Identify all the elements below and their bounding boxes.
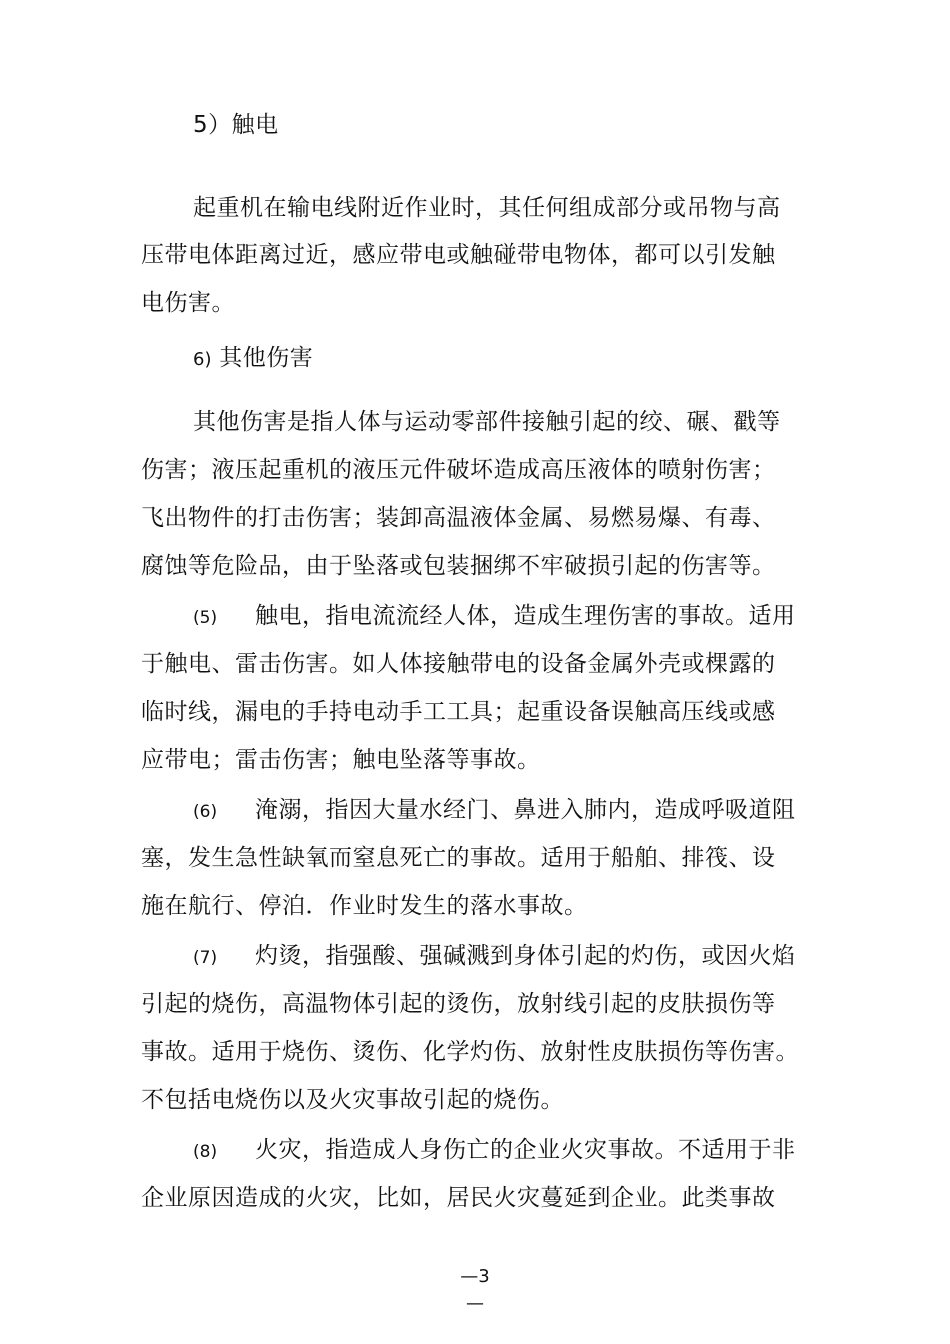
paragraph-line: 伤害；液压起重机的液压元件破坏造成高压液体的喷射伤害； <box>141 457 776 483</box>
section-6-number: 6) <box>193 349 212 370</box>
paragraph-line: 起重机在输电线附近作业时，其任何组成部分或吊物与高 <box>193 195 781 221</box>
list-item-first-line <box>193 941 796 973</box>
page-number: —3 <box>460 1266 490 1287</box>
list-item-number: (5) <box>193 608 218 628</box>
list-item-number: (6) <box>193 802 218 822</box>
list-item-text: 淹溺，指因大量水经门、鼻进入肺内，造成呼吸道阻 <box>255 797 796 823</box>
section-6-heading <box>193 343 313 375</box>
list-item-text: 触电，指电流流经人体，造成生理伤害的事故。适用 <box>255 603 796 629</box>
paragraph-line: 企业原因造成的火灾，比如，居民火灾蔓延到企业。此类事故 <box>141 1185 776 1211</box>
section-5-heading: 5）触电 <box>193 112 279 138</box>
section-6-title: 其他伤害 <box>219 345 314 371</box>
list-item-number: (7) <box>193 948 218 968</box>
list-item-first-line <box>193 601 796 633</box>
paragraph-line: 其他伤害是指人体与运动零部件接触引起的绞、碾、戳等 <box>193 409 781 435</box>
paragraph-line: 临时线，漏电的手持电动手工工具；起重设备误触高压线或感 <box>141 699 776 725</box>
paragraph-line: 不包括电烧伤以及火灾事故引起的烧伤。 <box>141 1087 564 1113</box>
paragraph-line: 应带电；雷击伤害；触电坠落等事故。 <box>141 747 541 773</box>
paragraph-line: 塞，发生急性缺氧而窒息死亡的事故。适用于船舶、排筏、设 <box>141 845 776 871</box>
list-item-first-line <box>193 1135 796 1167</box>
list-item-text: 火灾，指造成人身伤亡的企业火灾事故。不适用于非 <box>255 1137 796 1163</box>
list-item-number: (8) <box>193 1142 218 1162</box>
paragraph-line: 压带电体距离过近，感应带电或触碰带电物体，都可以引发触 <box>141 242 776 268</box>
list-item-first-line <box>193 795 796 827</box>
paragraph-line: 事故。适用于烧伤、烫伤、化学灼伤、放射性皮肤损伤等伤害。 <box>141 1039 799 1065</box>
paragraph-line: 电伤害。 <box>141 290 235 316</box>
paragraph-line: 于触电、雷击伤害。如人体接触带电的设备金属外壳或棵露的 <box>141 651 776 677</box>
paragraph-line: 施在航行、停泊．作业时发生的落水事故。 <box>141 893 588 919</box>
paragraph-line: 飞出物件的打击伤害；装卸高温液体金属、易燃易爆、有毒、 <box>141 505 776 531</box>
paragraph-line: 腐蚀等危险品，由于坠落或包装捆绑不牢破损引起的伤害等。 <box>141 553 776 579</box>
paragraph-line: 引起的烧伤，高温物体引起的烫伤，放射线引起的皮肤损伤等 <box>141 991 776 1017</box>
page-number-dash: — <box>466 1293 484 1314</box>
list-item-text: 灼烫，指强酸、强碱溅到身体引起的灼伤，或因火焰 <box>255 943 796 969</box>
